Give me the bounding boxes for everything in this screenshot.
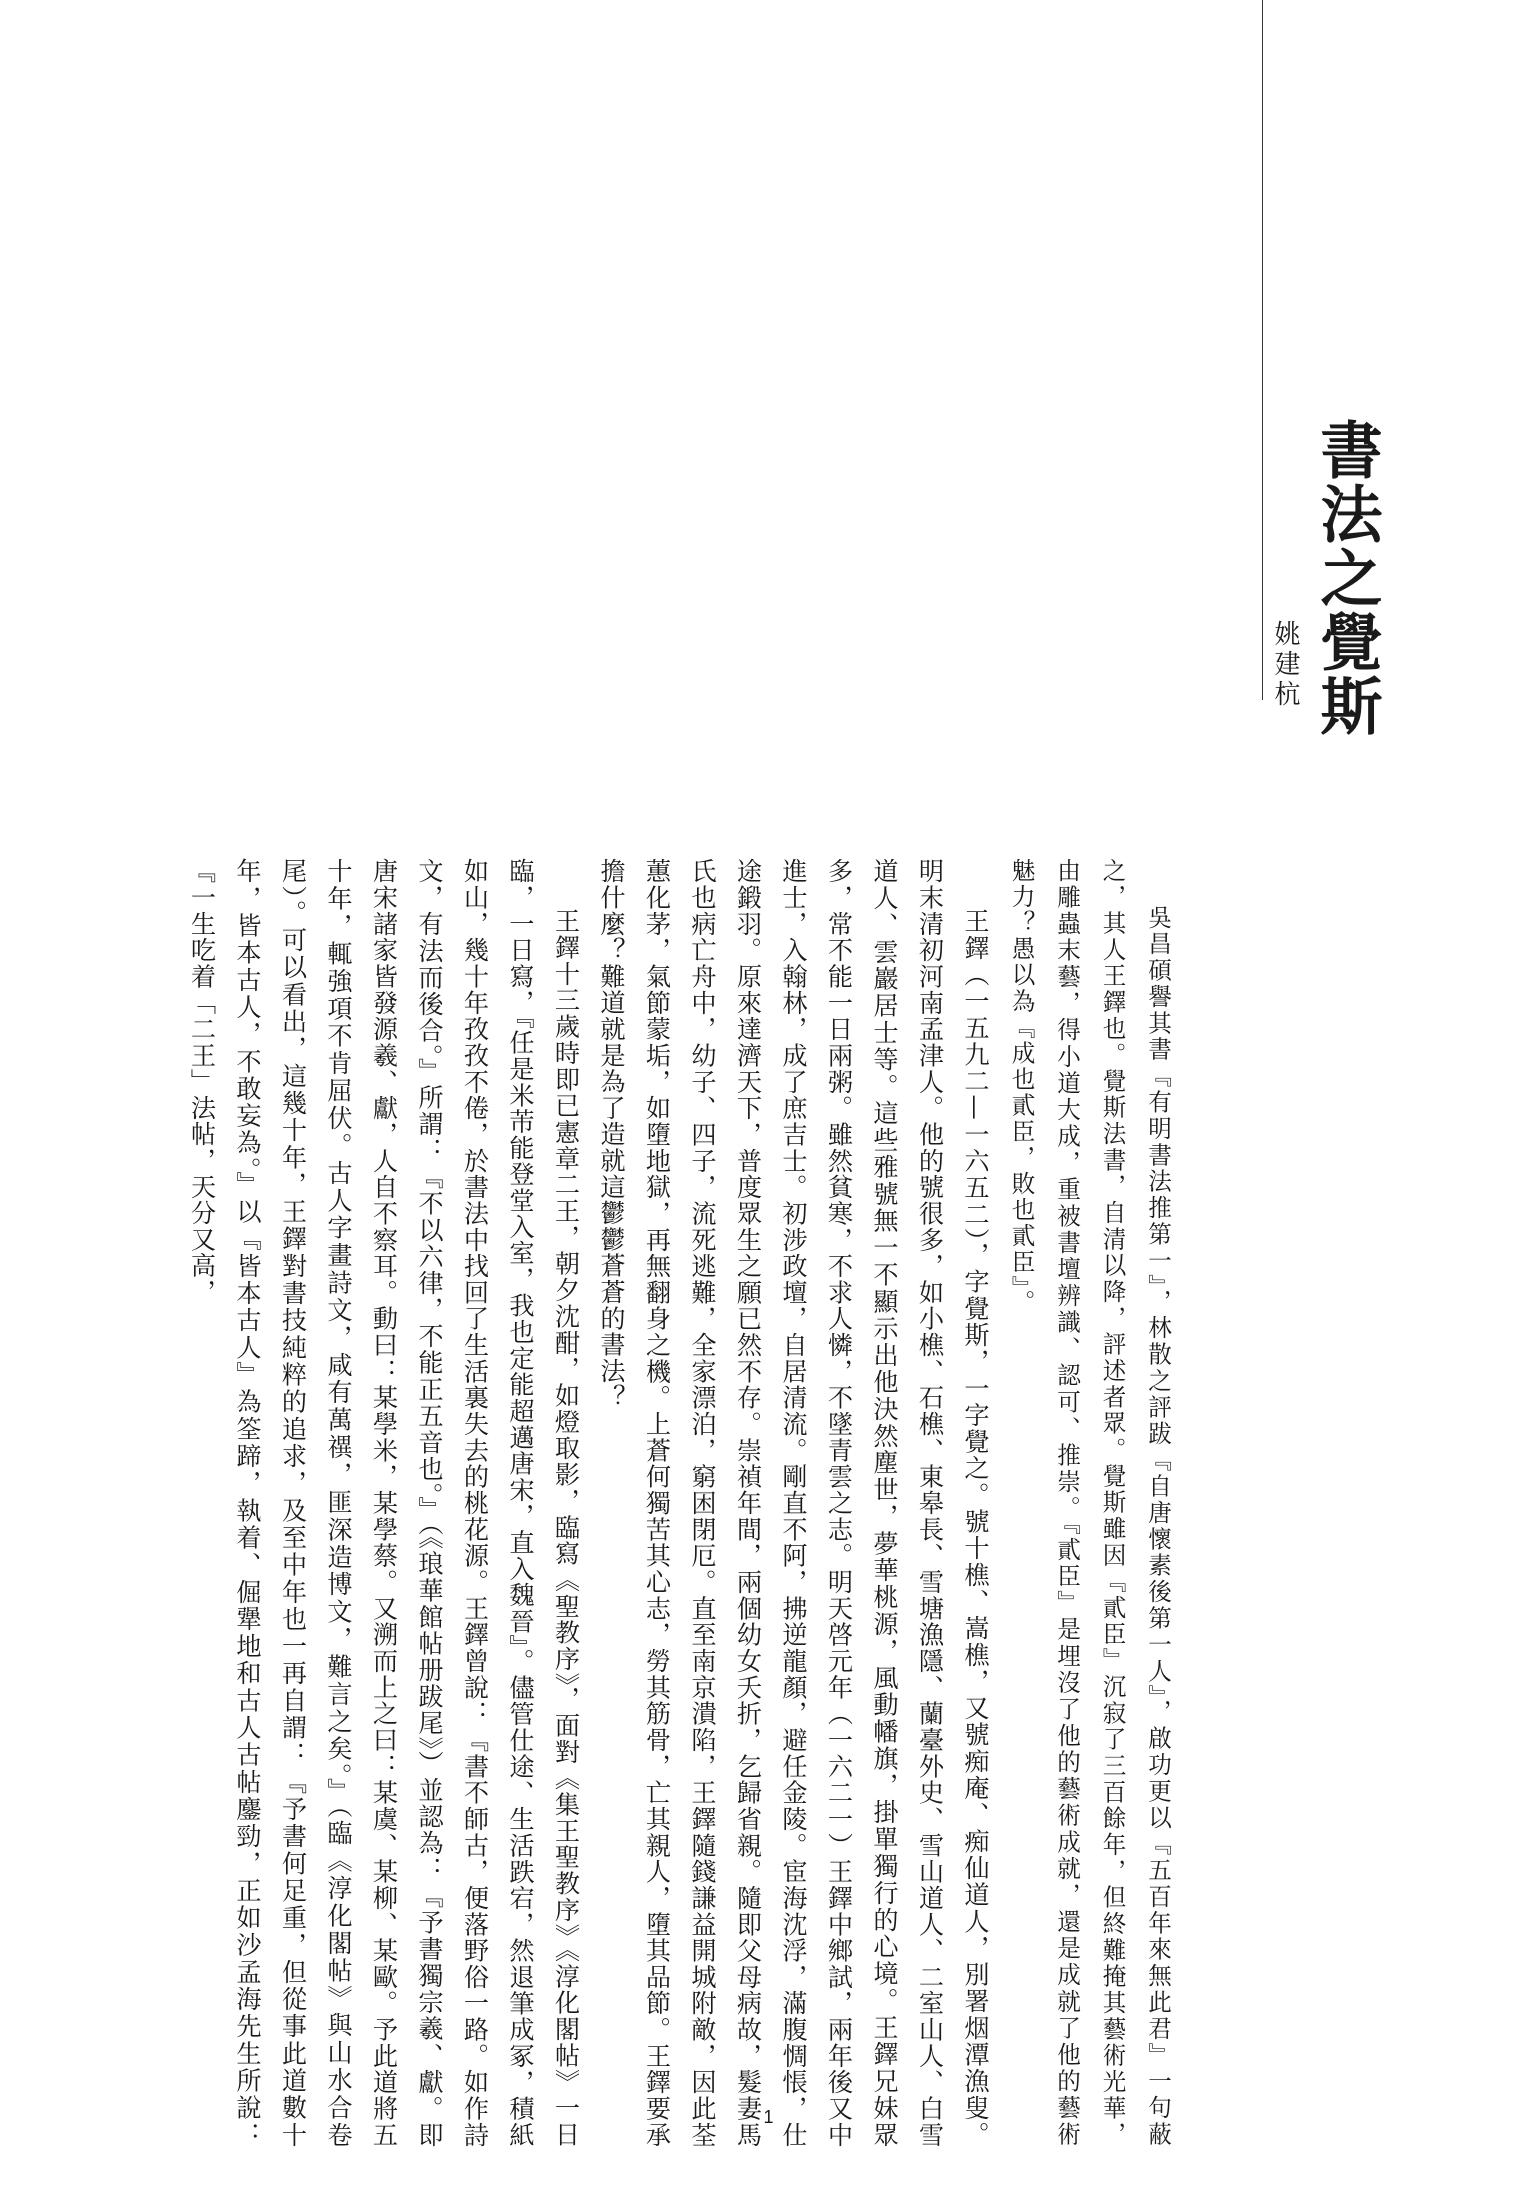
calligraphy-paragraph: 王鐸十三歲時即已憲章二王，朝夕沈酣，如燈取影，臨寫《聖教序》，面對《集王聖教序》《淳化閣帖》一日臨，一日寫，『任是米芾能登堂入室，我也定能超邁唐宋，直入魏晉』。儘管仕途、生活跌宕，然退筆成冢，積紙如山，幾十年孜孜不倦，於書法中找回了生活裏失去的桃花源。王鐸曾說：『書不師古，便落野俗一路。如作詩文，有法而後合。』所謂：『不以六律，不能正五音也。』（《琅華館帖册跋尾》）並認為：『予書獨宗羲、獻。即唐宋諸家皆發源羲、獻，人自不察耳。動曰：某學米，某學蔡。又溯而上之曰：某虞、某柳、某歐。予此道將五十年，輒強項不肯屈伏。古人字畫詩文，咸有萬禩，匪深造博文，難言之矣。』（臨《淳化閣帖》與山水合卷尾）。可以看出，這幾十年，王鐸對書技純粹的追求，及至中年也一再自謂：『予書何足重，但從事此道數十年，皆本古人，不敢妄為。』以『皆本古人』為筌蹄，執着、倔犟地和古人古帖鏖勁，正如沙孟海先生所說：『一生吃着「二王」法帖，天分又高，: [187, 858, 581, 2148]
article-body: [187, 858, 1180, 2148]
page-number: 1: [763, 2107, 774, 2127]
biography-paragraph: 王鐸（一五九二—一六五二），字覺斯，一字覺之。號十樵、嵩樵，又號痴庵、痴仙道人，別署烟潭漁叟。明末清初河南孟津人。他的號很多，如小樵、石樵、東皋長、雪塘漁隱、蘭臺外史、雪山道人、二室山人、白雪道人、雲巖居士等。這些雅號無一不顯示出他決然塵世，夢華桃源，風動幡旗，掛單獨行的心境。王鐸兄妹眾多，常不能一日兩粥。雖然貧寒，不求人憐，不墜青雲之志。明天啓元年（一六二一）王鐸中鄉試，兩年後又中進士，入翰林，成了庶吉士。初涉政壇，自居清流。剛直不阿，拂逆龍顏，避任金陵。宦海沈浮，滿腹惆悵，仕途鍛羽。原來達濟天下，普度眾生之願已然不存。崇禎年間，兩個幼女夭折，乞歸省親。隨即父母病故，髮妻馬氏也病亡舟中，幼子、四子，流死逃難，全家漂泊，窮困閉厄。直至南京潰陷，王鐸隨錢謙益開城附敵，因此荃蕙化茅，氣節蒙垢，如墮地獄，再無翻身之機。上蒼何獨苦其心志，勞其筋骨，亡其親人，墮其品節。王鐸要承擔什麼？難道就是為了造就這鬱鬱蒼蒼的書法？: [597, 858, 990, 2148]
title-divider-rule: [1262, 0, 1263, 700]
intro-paragraph: 吳昌碩譽其書『有明書法推第一』，林散之評跋『自唐懷素後第一人』，啟功更以『五百年來無此君』一句蔽之，其人王鐸也。覺斯法書，自清以降，評述者眾。覺斯雖因『貳臣』沉寂了三百餘年，但終難掩其藝術光華，由雕蟲末藝，得小道大成，重被書壇辨識、認可、推崇。『貳臣』是埋沒了他的藝術成就，還是成就了他的藝術魅力？愚以為『成也貳臣，敗也貳臣』。: [1007, 858, 1172, 2148]
article-title: 書法之覺斯: [1310, 418, 1383, 738]
author-name: 姚建杭: [1270, 620, 1300, 710]
